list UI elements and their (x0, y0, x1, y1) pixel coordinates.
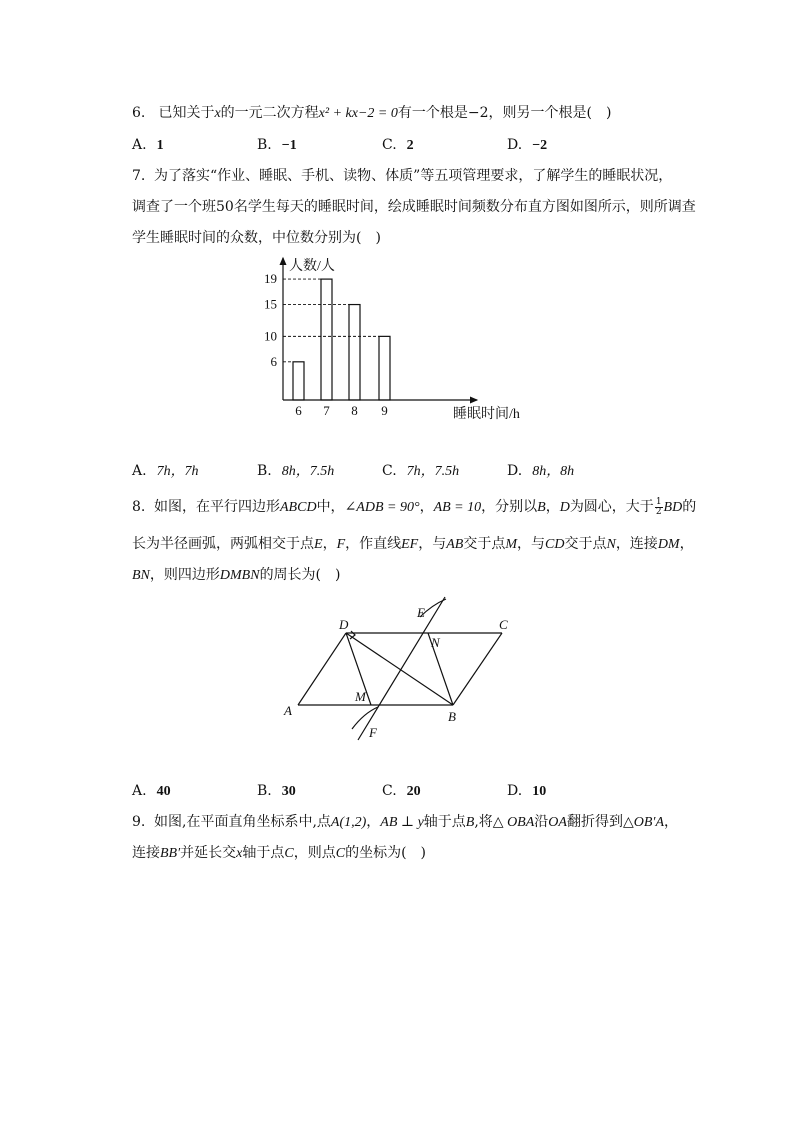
label-e: E (417, 605, 425, 620)
half-fraction: $\frac{1}{2}$ (655, 496, 662, 517)
q6-number: 6. (132, 105, 146, 121)
q8-option-b[interactable]: B. 30 (257, 783, 296, 799)
q7-stem-line1: 7. 为了落实“作业、睡眠、手机、读物、体质”等五项管理要求，了解学生的睡眠状况， (132, 168, 673, 184)
bar-6 (293, 362, 304, 400)
line-ef (358, 597, 445, 740)
q8-option-a[interactable]: A. 40 (132, 783, 171, 799)
q7-stem-line3: 学生睡眠时间的众数，中位数分别为( ) (132, 230, 381, 246)
parallelogram-figure (280, 595, 540, 745)
label-d: D (339, 617, 349, 632)
y-tick-10: 10 (264, 328, 277, 344)
histogram-chart (255, 250, 555, 425)
bar-8 (349, 305, 360, 400)
x-tick-9: 9 (381, 403, 388, 418)
x-tick-6: 6 (295, 403, 302, 418)
x-axis-label: 睡眠时间/h (453, 407, 520, 422)
q6-option-a[interactable]: A. 1 (132, 137, 164, 153)
y-tick-15: 15 (264, 296, 277, 312)
label-c: C (499, 617, 508, 632)
q8-number: 8. (132, 499, 146, 515)
q6-option-c[interactable]: C. 2 (382, 137, 414, 153)
q7-option-d[interactable]: D. 8h，8h (507, 463, 575, 479)
label-m: M (355, 689, 366, 704)
q9-number: 9. (132, 814, 146, 830)
q8-option-d[interactable]: D. 10 (507, 783, 547, 799)
label-n: N (431, 635, 440, 650)
q9-stem-line2: 连接BB′并延长交x轴于点C，则点C的坐标为( ) (132, 845, 427, 861)
q6-equation: x² + kx−2 = 0 (318, 106, 398, 121)
y-axis-label: 人数/人 (289, 259, 335, 274)
q7-option-b[interactable]: B. 8h，7.5h (257, 463, 335, 479)
q8-stem-line3: BN，则四边形DMBN的周长为( ) (132, 567, 341, 583)
y-tick-19: 19 (264, 271, 277, 287)
q7-number: 7. (132, 168, 146, 184)
q9-stem-line1: 9. 如图,在平面直角坐标系中,点A(1,2)，AB ⊥ y轴于点B,将△ OBA沿OA翻折得到△OB′A， (132, 814, 678, 830)
q7-option-a[interactable]: A. 7h，7h (132, 463, 199, 479)
bar-7 (321, 279, 332, 400)
q7-option-c[interactable]: C. 7h，7.5h (382, 463, 460, 479)
q7-stem-line2: 调查了一个班50名学生每天的睡眠时间，绘成睡眠时间频数分布直方图如图所示，则所调查 (132, 199, 696, 215)
q8-stem-line2: 长为半径画弧，两弧相交于点E，F，作直线EF，与AB交于点M，与CD交于点N，连接DM， (132, 536, 694, 552)
x-tick-7: 7 (323, 403, 330, 418)
x-tick-8: 8 (351, 403, 358, 418)
y-tick-6: 6 (270, 353, 277, 369)
q6-option-d[interactable]: D. −2 (507, 137, 548, 153)
side-cb (453, 633, 502, 705)
q6-stem: 6. 已知关于x的一元二次方程x² + kx−2 = 0有一个根是−2，则另一个根是( ) (132, 105, 612, 121)
bar-9 (379, 336, 390, 400)
side-ad (298, 633, 346, 705)
q8-stem-line1: 8. 如图，在平行四边形ABCD中，∠ADB = 90°，AB = 10，分别以B，D为圆心，大于 $\frac{1}{2}$ BD的 (132, 496, 697, 517)
label-f: F (369, 725, 377, 740)
label-b: B (448, 709, 456, 724)
label-a: A (284, 703, 292, 718)
q8-option-c[interactable]: C. 20 (382, 783, 421, 799)
q6-option-b[interactable]: B. −1 (257, 137, 297, 153)
